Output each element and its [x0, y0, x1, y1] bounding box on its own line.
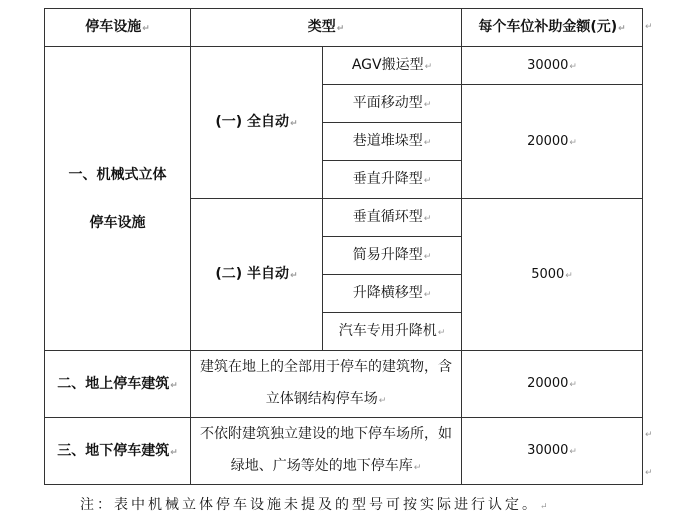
amount-cell: 5000↵ — [462, 199, 643, 351]
table-row — [45, 418, 643, 485]
paragraph-mark: ↵ — [645, 468, 653, 478]
header-amount: 每个车位补助金额(元)↵ — [462, 9, 643, 47]
subsidy-table — [44, 8, 643, 485]
paragraph-mark: ↵ — [645, 430, 653, 440]
header-facility: 停车设施↵ — [45, 9, 191, 47]
type-cell: 汽车专用升降机↵ — [323, 313, 462, 351]
table-header-row — [45, 9, 643, 47]
type-cell: 升降横移型↵ — [323, 275, 462, 313]
subcategory-full-auto: (一) 全自动↵ — [191, 47, 323, 199]
category-mechanical: 一、机械式立体 停车设施 — [45, 47, 191, 351]
header-type: 类型↵ — [191, 9, 462, 47]
paragraph-mark: ↵ — [645, 22, 653, 32]
amount-cell: 20000↵ — [462, 85, 643, 199]
subcategory-semi-auto: (二) 半自动↵ — [191, 199, 323, 351]
category-underground: 三、地下停车建筑↵ — [45, 418, 191, 485]
amount-cell: 30000↵ — [462, 47, 643, 85]
amount-cell: 30000↵ — [462, 418, 643, 485]
type-cell: 平面移动型↵ — [323, 85, 462, 123]
type-cell: 垂直循环型↵ — [323, 199, 462, 237]
description-cell: 建筑在地上的全部用于停车的建筑物，含立体钢结构停车场↵ — [191, 351, 462, 418]
description-cell: 不依附建筑独立建设的地下停车场所，如绿地、广场等处的地下停车库↵ — [191, 418, 462, 485]
type-cell: AGV搬运型↵ — [323, 47, 462, 85]
category-above-ground: 二、地上停车建筑↵ — [45, 351, 191, 418]
type-cell: 垂直升降型↵ — [323, 161, 462, 199]
type-cell: 简易升降型↵ — [323, 237, 462, 275]
type-cell: 巷道堆垛型↵ — [323, 123, 462, 161]
table-row — [45, 47, 643, 85]
amount-cell: 20000↵ — [462, 351, 643, 418]
table-row — [45, 351, 643, 418]
footnote: 注：表中机械立体停车设施未提及的型号可按实际进行认定。↵ — [80, 497, 551, 513]
